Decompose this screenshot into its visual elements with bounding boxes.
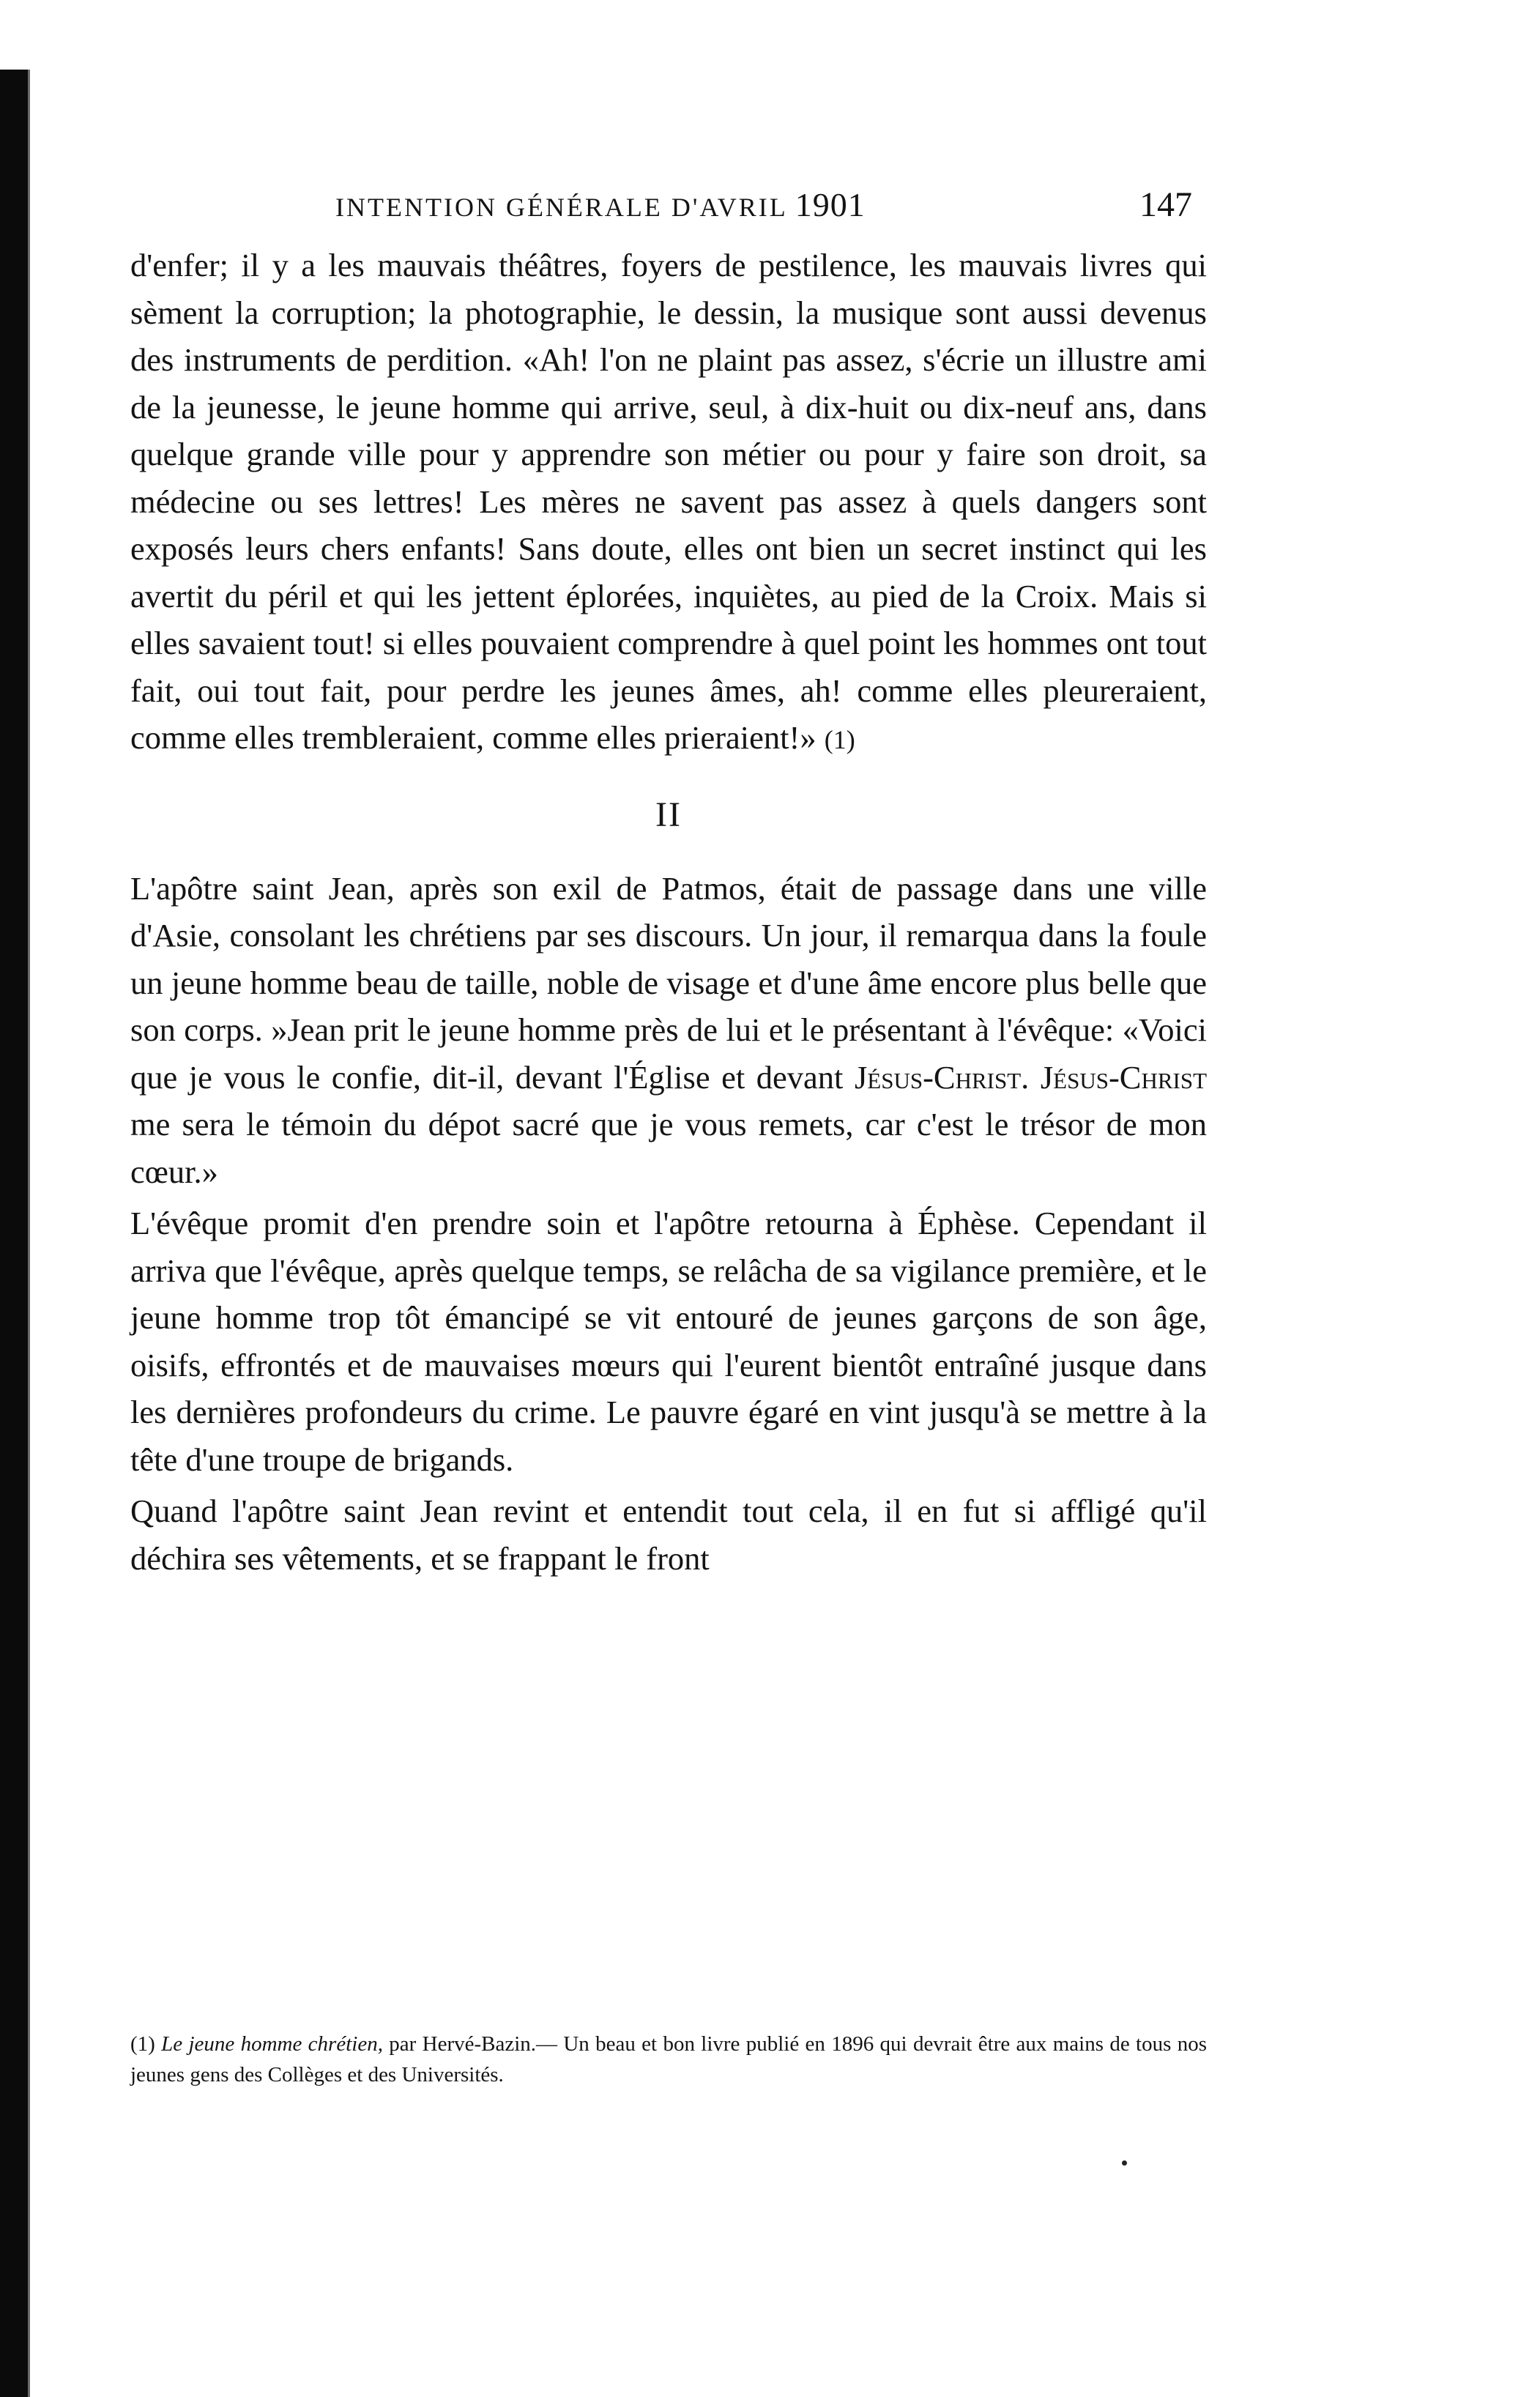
running-head: [130, 183, 1207, 227]
footnote-reference: (1): [824, 725, 855, 754]
paragraph-1-text: d'enfer; il y a les mauvais théâtres, foyers de pestilence, les mauvais livres qui sèment la corruption; la photographie, le dessin, la musique sont aussi devenus des instruments de perdition. «Ah! l'on ne plaint pas assez, s'écrie un illustre ami de la jeunesse, le jeune homme qui arrive, seul, à dix-huit ou dix-neuf ans, dans quelque grande ville pour y apprendre son métier ou pour y faire son droit, sa médecine ou ses lettres! Les mères ne savent pas assez à quels dangers sont exposés leurs chers enfants! Sans doute, elles ont bien un secret instinct qui les avertit du péril et qui les jettent éplorées, inquiètes, au pied de la Croix. Mais si elles savaient tout! si elles pouvaient comprendre à quel point les hommes ont tout fait, oui tout fait, pour perdre les jeunes âmes, ah! comme elles pleureraient, comme elles trembleraient, comme elles prieraient!»: [130, 247, 1207, 756]
paragraph-2-text-end: me sera le témoin du dépot sacré que je vous remets, car c'est le trésor de mon cœur.»: [130, 1106, 1207, 1190]
scan-speck: [1122, 2160, 1127, 2166]
footnote-book-title: Le jeune homme chrétien,: [161, 2032, 383, 2056]
footnote-text: par Hervé-Bazin.— Un beau et bon livre publié en 1896 qui devrait être aux mains de tous nos jeunes gens des Collèges et des Universités.: [130, 2032, 1207, 2086]
footnote-marker: (1): [130, 2032, 155, 2056]
paragraph-2-jesus-christ-2: Jésus-Christ: [1040, 1058, 1208, 1096]
footnote: [130, 2029, 1207, 2090]
page-number: 147: [1139, 185, 1192, 224]
paragraph-3: L'évêque promit d'en prendre soin et l'apôtre retourna à Éphèse. Cependant il arriva que l'évêque, après quelque temps, se relâcha de sa vigilance première, et le jeune homme trop tôt émancipé se vit entouré de jeunes garçons de son âge, oisifs, effrontés et de mauvaises mœurs qui l'eurent bientôt entraîné jusque dans les dernières profondeurs du crime. Le pauvre égaré en vint jusqu'à se mettre à la tête d'une troupe de brigands.: [130, 1205, 1207, 1478]
paragraph-2-text-start: L'apôtre saint Jean, après son exil de Patmos, était de passage dans une ville d'Asie, consolant les chrétiens par ses discours. Un jour, il remarqua dans la foule un jeune homme beau de taille, noble de visage et d'une âme encore plus belle que son corps. »Jean prit le jeune homme près de lui et le présentant à l'évêque: «Voici que je vous le confie, dit-il, devant l'Église et devant: [130, 869, 1207, 1096]
scan-binding-edge-line: [28, 70, 30, 2397]
running-head-title: [335, 183, 866, 229]
paragraph-1: [130, 242, 1207, 764]
paragraph-2-jesus-christ-1: Jésus-Christ: [854, 1058, 1022, 1096]
book-page: [130, 0, 1207, 2397]
paragraph-2: [130, 865, 1207, 1196]
scan-binding-edge: [0, 70, 28, 2397]
paragraph-4: Quand l'apôtre saint Jean revint et entendit tout cela, il en fut si affligé qu'il déchira ses vêtements, et se frappant le front: [130, 1493, 1207, 1577]
running-head-year: 1901: [795, 186, 866, 223]
body-text: [130, 242, 1207, 1582]
section-heading: II: [655, 795, 682, 834]
paragraph-2-text-mid: .: [1021, 1058, 1030, 1096]
running-head-title-text: INTENTION GÉNÉRALE D'AVRIL: [335, 193, 788, 222]
